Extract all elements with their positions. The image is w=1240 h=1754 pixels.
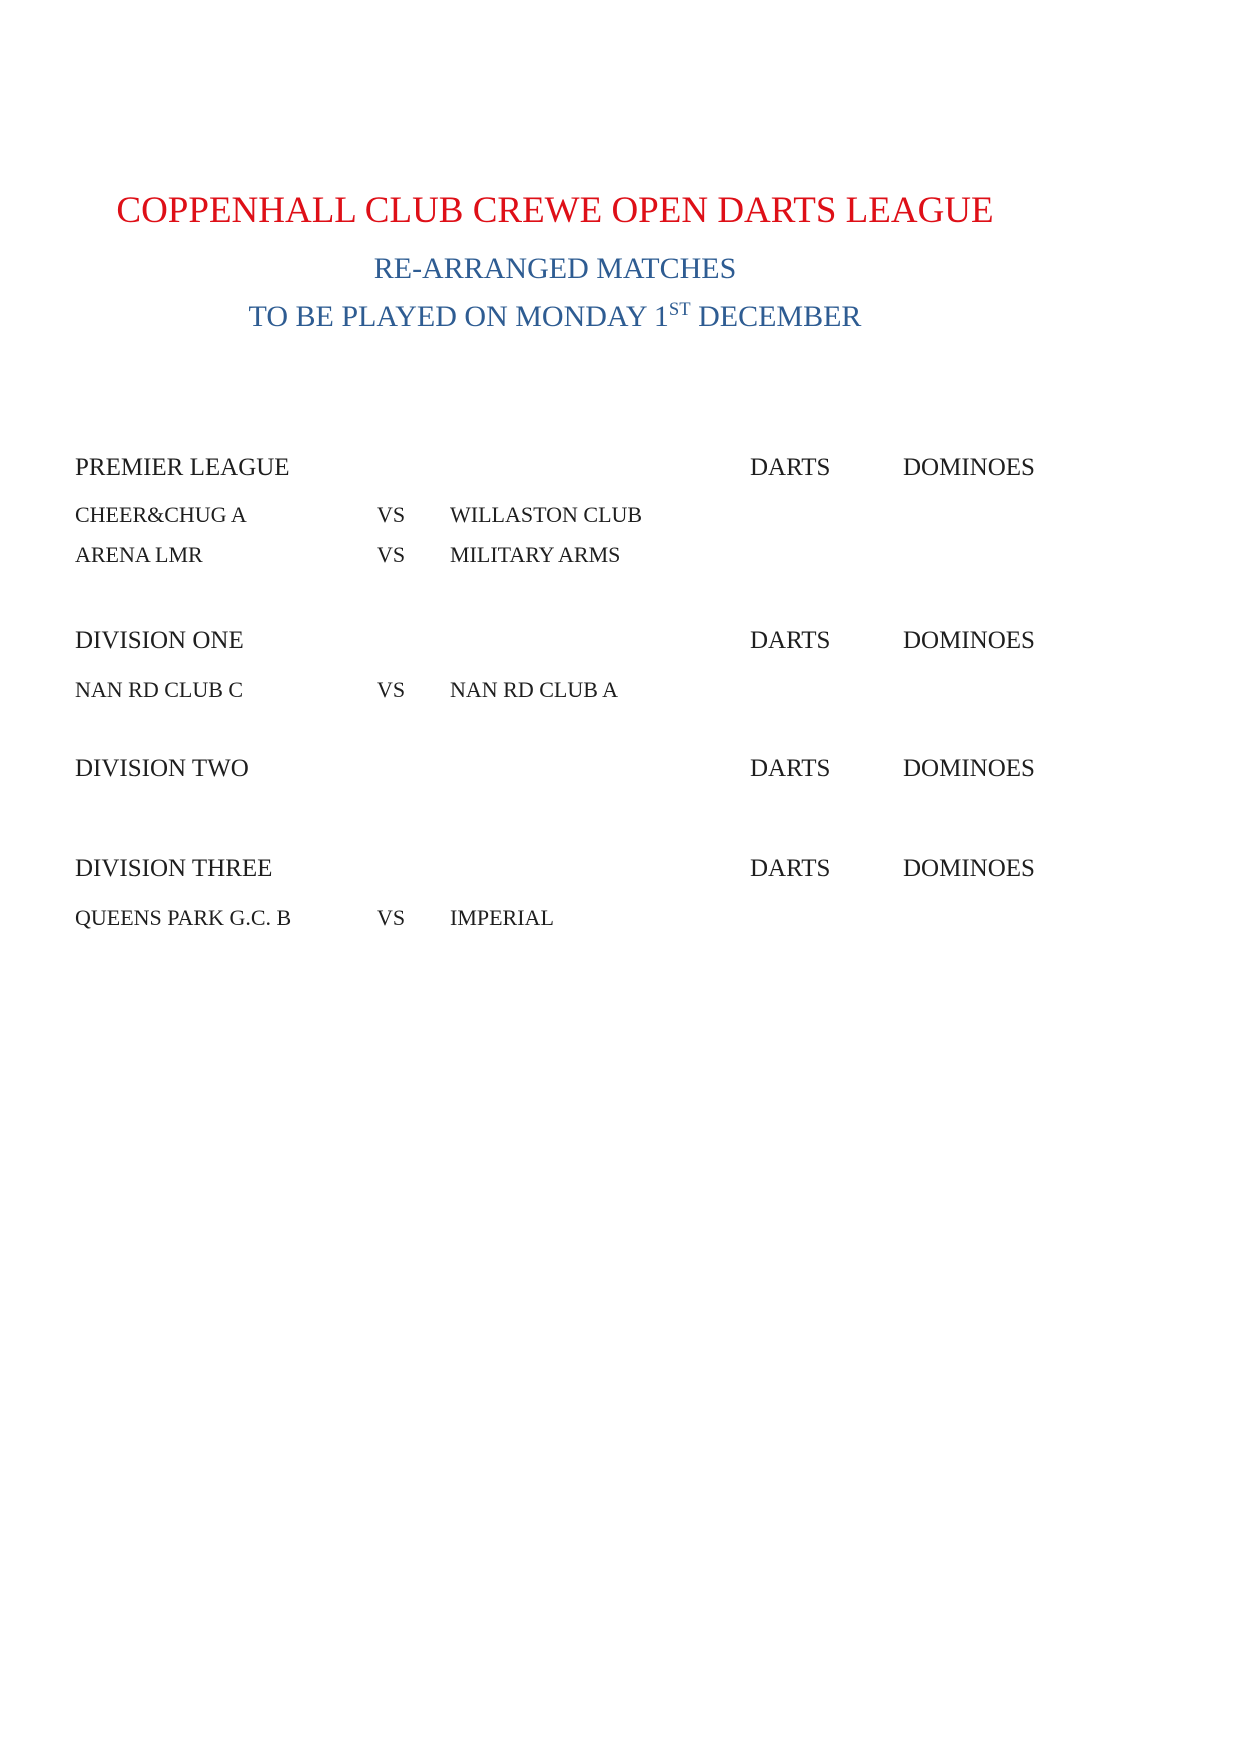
- section-header-division-two: [75, 753, 1035, 785]
- away-team: IMPERIAL: [450, 905, 554, 930]
- section-header-premier-league: [75, 452, 1035, 484]
- match-row: [75, 904, 1035, 932]
- section-header-division-three: [75, 853, 1035, 885]
- section-title: DIVISION ONE: [75, 627, 244, 654]
- vs-label: VS: [377, 502, 406, 527]
- home-team: CHEER&CHUG A: [75, 502, 247, 527]
- dominoes-column-label: DOMINOES: [903, 454, 1035, 481]
- match-row: [75, 676, 1035, 704]
- section-title: PREMIER LEAGUE: [75, 454, 290, 481]
- home-team: ARENA LMR: [75, 542, 203, 567]
- vs-label: VS: [377, 542, 406, 567]
- darts-column-label: DARTS: [750, 627, 831, 654]
- dominoes-column-label: DOMINOES: [903, 855, 1035, 882]
- subtitle-rearranged-matches: RE-ARRANGED MATCHES: [373, 252, 737, 285]
- document-content: [75, 0, 1035, 1754]
- dominoes-column-label: DOMINOES: [903, 755, 1035, 782]
- match-row: [75, 501, 1035, 529]
- section-title: DIVISION TWO: [75, 755, 249, 782]
- darts-column-label: DARTS: [750, 454, 831, 481]
- darts-column-label: DARTS: [750, 755, 831, 782]
- vs-label: VS: [377, 677, 406, 702]
- section-header-division-one: [75, 625, 1035, 657]
- home-team: QUEENS PARK G.C. B: [75, 905, 292, 930]
- section-title: DIVISION THREE: [75, 855, 273, 882]
- vs-label: VS: [377, 905, 406, 930]
- dominoes-column-label: DOMINOES: [903, 627, 1035, 654]
- date-ordinal-superscript: ST: [668, 299, 691, 320]
- away-team: WILLASTON CLUB: [450, 502, 643, 527]
- away-team: NAN RD CLUB A: [450, 677, 619, 702]
- subtitle-date-line: [75, 298, 1035, 336]
- date-line-suffix: DECEMBER: [690, 300, 862, 333]
- match-row: [75, 541, 1035, 569]
- date-line-prefix: TO BE PLAYED ON MONDAY 1: [248, 300, 669, 333]
- away-team: MILITARY ARMS: [450, 542, 621, 567]
- home-team: NAN RD CLUB C: [75, 677, 244, 702]
- darts-column-label: DARTS: [750, 855, 831, 882]
- page-title: COPPENHALL CLUB CREWE OPEN DARTS LEAGUE: [116, 190, 994, 231]
